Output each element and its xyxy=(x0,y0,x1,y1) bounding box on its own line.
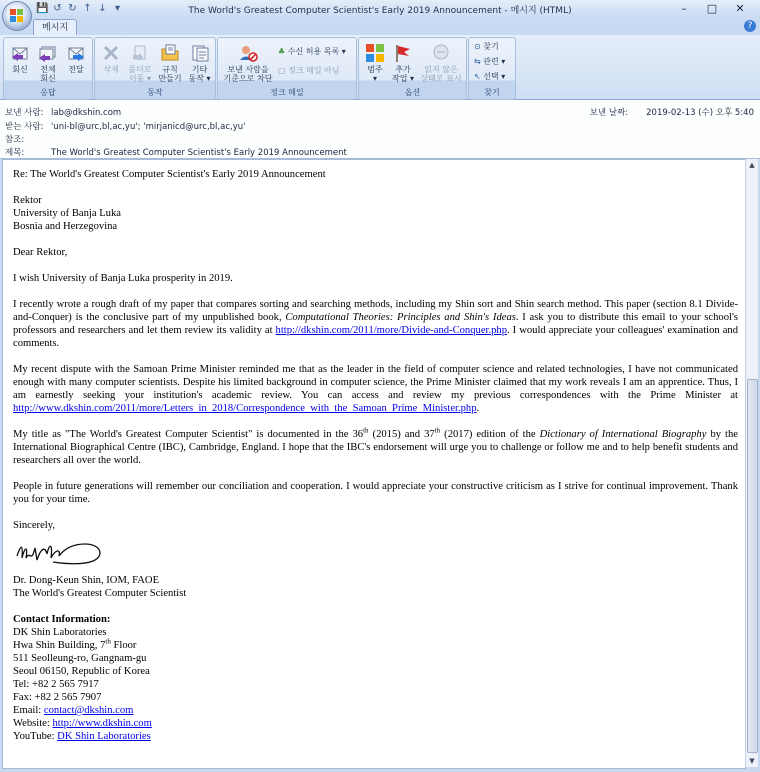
signature-block xyxy=(13,574,738,600)
paragraph-3: My recent dispute with the Samoan Prime Minister reminded me that as the leader in the field of computer science and related technologies, I have not communicated enough with many computer scientists. Despite his limited background in computer science, the Prime Minister claimed that my work reveals I am an apprentice. Thus, I am earnestly seeking your institution's academic review. You can access and review my previous correspondences with the Prime Minister at http://www.dkshin.com/2011/more/Letters_in_2018/Correspondence_with_the_Samoan_Prime_Minister.php. xyxy=(13,364,738,414)
other-actions-icon xyxy=(190,43,210,63)
subject-row xyxy=(5,146,347,158)
contact-heading: Contact Information: xyxy=(13,614,111,625)
cc-row xyxy=(5,133,51,145)
safe-list-button[interactable]: ♣ 수신 허용 목록 ▾ xyxy=(278,47,346,56)
from-row xyxy=(5,106,121,118)
reply-button[interactable]: 회신 xyxy=(7,43,33,74)
contact-block: Contact Information: DK Shin Laboratories Hwa Shin Building, 7th Floor 511 Seolleung-ro, Gangnam-gu Seoul 06150, Republic of Korea Tel: +82 2 565 7917 Fax: +82 2 565 7907 Email: contact@dkshin.com Website: http://www.dkshin.com YouTube: DK Shin Laboratories xyxy=(13,614,152,742)
undo-icon[interactable]: ↺ xyxy=(53,3,62,14)
greeting: Dear Rektor, xyxy=(13,247,68,258)
binoculars-icon: ⊙ xyxy=(474,42,481,51)
window-controls xyxy=(670,1,754,16)
message-body[interactable] xyxy=(2,159,746,769)
group-actions xyxy=(94,37,216,100)
title-bar xyxy=(0,0,760,18)
reply-all-button[interactable]: 전체 회신 xyxy=(35,43,61,83)
group-label-respond: 응답 xyxy=(40,88,56,97)
group-label-junk: 정크 메일 xyxy=(270,88,304,97)
divide-and-conquer-link[interactable]: http://dkshin.com/2011/more/Divide-and-Conquer.php xyxy=(275,325,508,336)
to-label: 받는 사람: xyxy=(5,122,44,132)
forward-icon xyxy=(66,43,86,63)
customize-qat-icon[interactable]: ▾ xyxy=(114,3,121,14)
group-respond xyxy=(3,37,93,100)
quick-access-toolbar xyxy=(36,3,124,15)
paragraph-4: My title as "The World's Greatest Computer Scientist" is documented in the 36th (2015) and 37th (2017) edition of the Dictionary of International Biography by the International Biographical Centre (IBC), Cambridge, England. I hope that the IBC's endorsement will urge you to challenge or follow me and to help benefit students and researchers all over the world. xyxy=(13,426,738,466)
window-title: The World's Greatest Computer Scientist's Early 2019 Announcement - 메시지 (HTML) xyxy=(188,6,572,16)
recipient-block: Rektor University of Banja Luka Bosnia and Herzegovina xyxy=(13,195,121,232)
paragraph-2: I recently wrote a rough draft of my paper that compares sorting and searching methods, including my Shin sort and Shin search method. This paper (section 8.1 Divide-and-Conquer) is the conclusive part of my unpublished book, Computational Theories: Principles and Shin's Ideas. I ask you to distribute this email to your school's professors and researchers and let them review its validity at http://dkshin.com/2011/more/Divide-and-Conquer.php. I would appreciate your colleagues' examination and comments. xyxy=(13,299,738,349)
not-junk-button[interactable]: ▢ 정크 메일 아님 xyxy=(278,66,340,75)
sent-value: 2019-02-13 (수) 오후 5:40 xyxy=(646,108,754,118)
ribbon-tabs xyxy=(0,18,760,35)
safe-list-icon: ♣ xyxy=(278,47,286,56)
follow-up-button[interactable]: 추가 작업 ▾ xyxy=(390,43,416,83)
closing: Sincerely, xyxy=(13,520,55,531)
sender-name: Dr. Dong-Keun Shin, IOM, FAOE xyxy=(13,575,160,586)
related-icon: ⇆ xyxy=(474,57,481,66)
categorize-button[interactable]: 범주 ▾ xyxy=(362,43,388,83)
subject-label: 제목: xyxy=(5,148,25,158)
sent-label: 보낸 날짜: xyxy=(589,108,629,118)
mark-unread-button[interactable]: 읽지 않은 상태로 표시 xyxy=(418,43,464,83)
ribbon xyxy=(0,35,760,100)
group-junk xyxy=(217,37,357,100)
message-header xyxy=(0,100,760,159)
delete-icon xyxy=(101,43,121,63)
vertical-scrollbar[interactable] xyxy=(745,159,758,767)
close-button[interactable]: ✕ xyxy=(735,2,745,15)
re-line: Re: The World's Greatest Computer Scientist's Early 2019 Announcement xyxy=(13,169,326,180)
from-value[interactable]: lab@dkshin.com xyxy=(51,108,122,118)
flag-icon xyxy=(393,43,413,63)
youtube-link[interactable]: DK Shin Laboratories xyxy=(57,731,151,742)
book-title: Computational Theories: Principles and Shin's Ideas xyxy=(285,312,516,323)
from-label: 보낸 사람: xyxy=(5,108,44,118)
mark-unread-icon xyxy=(431,43,451,63)
to-value[interactable]: 'uni-bl@urc,bl,ac,yu'; 'mirjanicd@urc,bl,ac,yu' xyxy=(51,122,246,132)
other-actions-button[interactable]: 기타 동작 ▾ xyxy=(186,43,213,83)
paragraph-1: I wish University of Banja Luka prosperity in 2019. xyxy=(13,273,233,284)
scroll-down-icon[interactable]: ▼ xyxy=(749,757,755,765)
block-sender-button[interactable]: 보낸 사람을 기준으로 차단 xyxy=(220,43,276,83)
sender-title: The World's Greatest Computer Scientist xyxy=(13,588,187,599)
reply-icon xyxy=(10,43,30,63)
minimize-button[interactable]: – xyxy=(681,2,687,15)
block-sender-icon xyxy=(238,43,258,63)
subject-value: The World's Greatest Computer Scientist's Early 2019 Announcement xyxy=(51,148,347,158)
redo-icon[interactable]: ↻ xyxy=(68,3,77,14)
group-label-find: 찾기 xyxy=(484,88,500,97)
email-link[interactable]: contact@dkshin.com xyxy=(43,705,134,716)
move-to-folder-button[interactable]: 폴더로 이동 ▾ xyxy=(126,43,154,83)
find-button[interactable]: ⊙ 찾기 xyxy=(474,42,499,51)
message-content xyxy=(13,168,738,756)
move-to-folder-icon xyxy=(130,43,150,63)
previous-item-icon[interactable]: ↑ xyxy=(83,3,92,14)
scrollbar-thumb[interactable] xyxy=(747,379,758,753)
office-orb-icon xyxy=(10,9,24,23)
to-row xyxy=(5,120,245,132)
group-label-actions: 동작 xyxy=(147,88,163,97)
save-icon[interactable]: 💾 xyxy=(36,3,49,14)
forward-button[interactable]: 전달 xyxy=(63,43,89,74)
group-options xyxy=(358,37,467,100)
dictionary-title: Dictionary of International Biography xyxy=(539,429,707,440)
website-link[interactable]: http://www.dkshin.com xyxy=(52,718,152,729)
signature-image xyxy=(13,534,738,568)
group-find xyxy=(468,37,516,100)
create-rule-button[interactable]: 규칙 만들기 xyxy=(156,43,184,83)
next-item-icon[interactable]: ↓ xyxy=(98,3,107,14)
correspondence-link[interactable]: http://www.dkshin.com/2011/more/Letters_in_2018/Correspondence_with_the_Samoan_Prime_Minister.php xyxy=(13,403,477,414)
maximize-button[interactable]: □ xyxy=(706,2,718,15)
group-label-options: 옵션 xyxy=(404,88,421,97)
select-button[interactable]: ↖ 선택 ▾ xyxy=(474,72,506,81)
delete-button[interactable]: 삭제 xyxy=(98,43,124,74)
reply-all-icon xyxy=(38,43,58,63)
rules-icon xyxy=(160,43,180,63)
not-junk-icon: ▢ xyxy=(278,66,286,75)
related-button[interactable]: ⇆ 관련 ▾ xyxy=(474,57,506,66)
select-icon: ↖ xyxy=(474,72,481,81)
office-button[interactable] xyxy=(3,2,31,30)
paragraph-5: People in future generations will remember our conciliation and cooperation. I would appreciate your constructive criticism as I strive for continual improvement. Thank you for your time. xyxy=(13,481,738,505)
scroll-up-icon[interactable]: ▲ xyxy=(749,161,755,169)
cc-label: 참조: xyxy=(5,135,25,145)
categorize-icon xyxy=(365,43,385,63)
sent-date xyxy=(590,106,754,118)
help-icon[interactable]: ? xyxy=(744,20,756,32)
tab-message[interactable]: 메시지 xyxy=(33,19,77,36)
